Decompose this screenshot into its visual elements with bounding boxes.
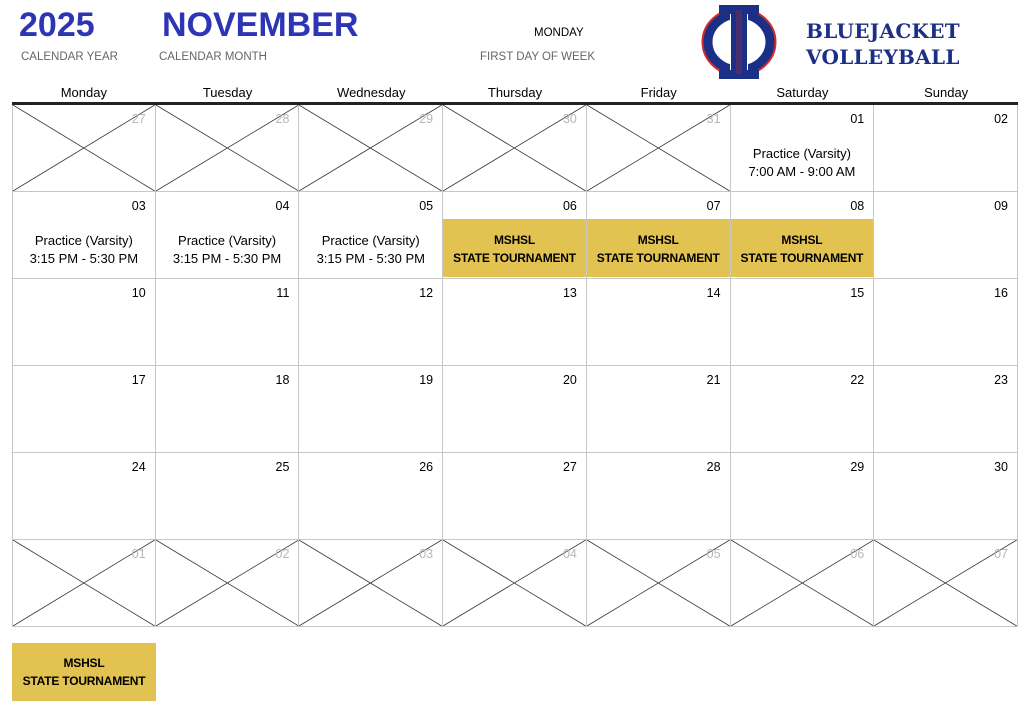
legend-line-2: STATE TOURNAMENT: [22, 674, 146, 688]
day-cell-outside-month: [874, 540, 1018, 627]
day-cell: [874, 366, 1018, 453]
day-cell: [299, 366, 443, 453]
tournament-line-1: MSHSL: [637, 233, 679, 247]
day-cell: [731, 366, 875, 453]
event-title: Practice (Varsity): [321, 233, 420, 248]
ic-logo-icon: [700, 4, 778, 80]
day-cell: [731, 279, 875, 366]
weekday-monday: Monday: [60, 85, 107, 100]
day-number: 18: [275, 373, 290, 387]
brand-name: [806, 18, 960, 70]
day-number: 19: [419, 373, 434, 387]
day-cell-outside-month: [299, 105, 443, 192]
day-number: 28: [706, 460, 721, 474]
event-title: Practice (Varsity): [752, 146, 851, 161]
day-number: 05: [419, 199, 434, 213]
day-number: 21: [706, 373, 721, 387]
day-cell: [731, 192, 875, 279]
event-time: 3:15 PM - 5:30 PM: [316, 251, 425, 266]
day-cell: [443, 192, 587, 279]
event-time: 3:15 PM - 5:30 PM: [29, 251, 139, 266]
legend-line-1: MSHSL: [63, 656, 105, 670]
day-cell: [587, 453, 731, 540]
day-number: 02: [275, 547, 290, 561]
event-time: 3:15 PM - 5:30 PM: [172, 251, 282, 266]
day-cell: [443, 279, 587, 366]
day-cell-outside-month: [443, 105, 587, 192]
day-cell-outside-month: [587, 540, 731, 627]
day-cell: [587, 279, 731, 366]
day-cell-outside-month: [731, 540, 875, 627]
event-title: Practice (Varsity): [178, 233, 277, 248]
day-cell-outside-month: [443, 540, 587, 627]
weekday-tuesday: Tuesday: [202, 85, 253, 100]
day-cell: [156, 279, 300, 366]
weekday-wednesday: Wednesday: [337, 85, 406, 100]
day-number: 01: [850, 112, 865, 126]
event-time: 7:00 AM - 9:00 AM: [748, 164, 856, 179]
day-cell: [587, 192, 731, 279]
day-number: 07: [706, 199, 721, 213]
day-number: 27: [562, 460, 577, 474]
day-number: 10: [131, 286, 146, 300]
day-number: 12: [419, 286, 434, 300]
day-number: 13: [562, 286, 577, 300]
day-cell: [874, 192, 1018, 279]
day-number: 30: [994, 460, 1008, 474]
day-number: 08: [850, 199, 865, 213]
day-number: 05: [706, 547, 721, 561]
day-cell: [443, 453, 587, 540]
day-number: 31: [706, 112, 721, 126]
weekday-sunday: Sunday: [924, 85, 969, 100]
day-number: 02: [994, 112, 1008, 126]
day-cell-outside-month: [156, 540, 300, 627]
day-cell: [874, 453, 1018, 540]
day-number: 29: [419, 112, 434, 126]
tournament-event: [587, 219, 730, 277]
day-number: 24: [131, 460, 146, 474]
brand-line-1: BLUEJACKET: [806, 19, 960, 43]
day-number: 03: [131, 199, 146, 213]
day-cell: [299, 279, 443, 366]
weekday-header: [12, 85, 1018, 103]
calendar-month: NOVEMBER: [162, 6, 359, 44]
day-number: 22: [850, 373, 865, 387]
day-cell: [299, 192, 443, 279]
weekday-thursday: Thursday: [487, 85, 543, 100]
tournament-line-1: MSHSL: [493, 233, 535, 247]
tournament-line-2: STATE TOURNAMENT: [453, 251, 576, 265]
day-number: 06: [850, 547, 865, 561]
tournament-event: [443, 219, 586, 277]
calendar-month-caption: CALENDAR MONTH: [159, 51, 267, 63]
day-cell: [731, 453, 875, 540]
day-cell: [12, 192, 156, 279]
day-number: 23: [994, 373, 1008, 387]
day-cell: [299, 453, 443, 540]
day-number: 07: [994, 547, 1008, 561]
calendar-year-caption: CALENDAR YEAR: [21, 51, 118, 63]
calendar-grid: [12, 105, 1018, 627]
day-cell: [874, 105, 1018, 192]
tournament-line-1: MSHSL: [781, 233, 823, 247]
day-number: 03: [419, 547, 434, 561]
brand-line-2: VOLLEYBALL: [806, 45, 960, 69]
day-number: 16: [994, 286, 1008, 300]
day-number: 25: [275, 460, 290, 474]
day-cell: [874, 279, 1018, 366]
day-cell: [587, 366, 731, 453]
day-number: 01: [131, 547, 146, 561]
event-title: Practice (Varsity): [34, 233, 133, 248]
day-cell-outside-month: [587, 105, 731, 192]
day-number: 04: [562, 547, 577, 561]
legend-state-tournament: [12, 643, 156, 701]
day-cell: [443, 366, 587, 453]
day-cell: [12, 366, 156, 453]
day-cell-outside-month: [156, 105, 300, 192]
day-number: 15: [850, 286, 865, 300]
day-number: 27: [131, 112, 146, 126]
tournament-event: [731, 219, 874, 277]
day-number: 04: [275, 199, 290, 213]
weekday-friday: Friday: [640, 85, 677, 100]
tournament-line-2: STATE TOURNAMENT: [740, 251, 864, 265]
day-cell: [156, 192, 300, 279]
day-number: 28: [275, 112, 290, 126]
day-cell-outside-month: [12, 105, 156, 192]
day-number: 09: [994, 199, 1008, 213]
weekday-saturday: Saturday: [776, 85, 829, 100]
day-cell: [156, 366, 300, 453]
day-number: 17: [131, 373, 146, 387]
day-number: 26: [419, 460, 434, 474]
day-cell: [12, 279, 156, 366]
calendar-year: 2025: [19, 6, 95, 44]
day-cell: [731, 105, 875, 192]
day-cell-outside-month: [12, 540, 156, 627]
day-number: 11: [276, 286, 290, 300]
day-number: 20: [562, 373, 577, 387]
day-number: 14: [706, 286, 721, 300]
day-number: 29: [850, 460, 865, 474]
day-cell: [156, 453, 300, 540]
tournament-line-2: STATE TOURNAMENT: [596, 251, 720, 265]
day-number: 06: [562, 199, 577, 213]
day-cell-outside-month: [299, 540, 443, 627]
day-cell: [12, 453, 156, 540]
first-day-caption: FIRST DAY OF WEEK: [480, 51, 596, 63]
day-number: 30: [562, 112, 577, 126]
first-day-of-week: MONDAY: [534, 27, 584, 39]
